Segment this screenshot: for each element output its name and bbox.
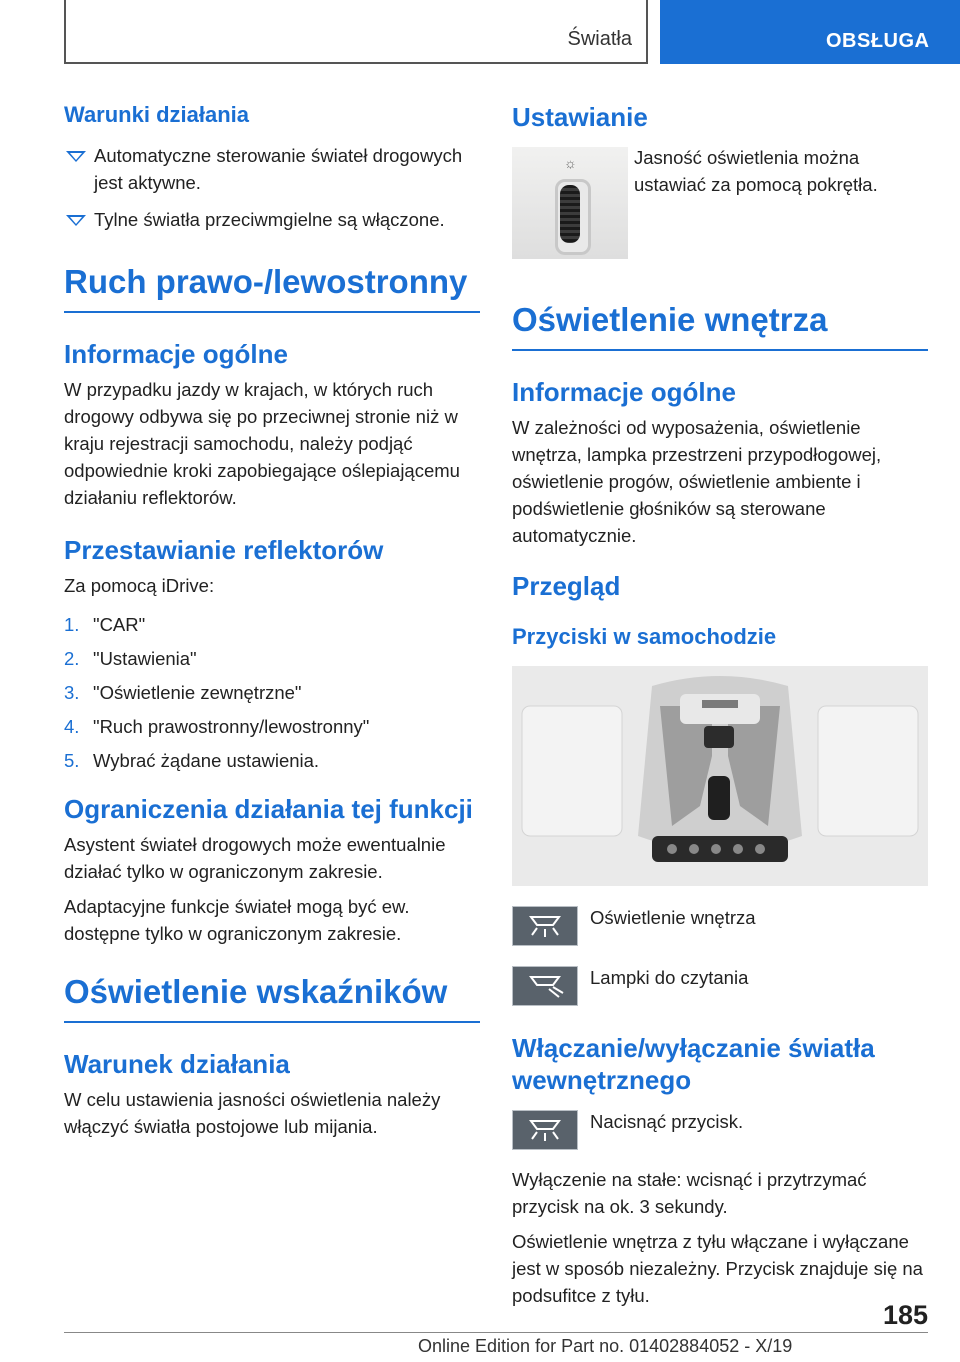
adjust-headlights-heading: Przestawianie reflektorów [64, 535, 384, 565]
bullet-triangle-icon [66, 215, 86, 226]
setting-row [512, 147, 928, 259]
footer-divider [64, 1332, 928, 1333]
buttons-heading: Przyciski w samochodzie [512, 624, 777, 649]
conditions-heading: Warunki działania [64, 102, 250, 127]
interior-light-icon [512, 906, 578, 946]
limits-heading: Ograniczenia działania tej funkcji [64, 794, 473, 824]
interior-light-button-icon [512, 1110, 578, 1150]
condition-text: W celu ustawienia jasności oświetlenia należy włączyć światła postojowe lub mijania. [64, 1089, 441, 1137]
roof-console-photo [512, 666, 928, 886]
adjust-intro: Za pomocą iDrive: [64, 575, 215, 596]
switch-heading: Włączanie/wyłączanie światła wewnętrznego [512, 1033, 875, 1095]
roof-console-illustration [512, 666, 928, 886]
thumbwheel [560, 185, 580, 243]
header-section-box [64, 0, 648, 64]
general-info-text: W przypadku jazdy w krajach, w których ruch drogowy odbywa się po przeciwnej stronie niż w kraju rejestracji samochodu, należy podjąć odpowiednie kroki zapobiegające oślepiającemu działaniu reflektorów. [64, 379, 460, 508]
setting-heading: Ustawianie [512, 102, 648, 132]
limits-text-1: Asystent świateł drogowych może ewentualnie działać tylko w ograniczonym zakresie. [64, 834, 446, 882]
overview-heading: Przegląd [512, 571, 621, 601]
chapter-tab: OBSŁUGA [660, 0, 960, 64]
step-item: 4. "Ruch prawostronny/lewostronny" [64, 716, 370, 737]
brightness-dial-image [512, 147, 628, 259]
right-column [512, 98, 928, 1317]
interior-lighting-heading: Oświetlenie wnętrza [512, 301, 928, 351]
step-item: 5. Wybrać żądane ustawienia. [64, 750, 320, 771]
section-title: Światła [567, 28, 632, 50]
interior-general-text: W zależności od wyposażenia, oświetlenie wnętrza, lampka przestrzeni przypodłogowej, oświetlenie progów, oświetlenie ambiente i podświetlenie głośników są sterowane automatycznie. [512, 417, 882, 546]
indicator-lighting-heading: Oświetlenie wskaźników [64, 973, 480, 1023]
conditions-list [64, 142, 480, 233]
interior-general-heading: Informacje ogólne [512, 377, 736, 407]
brightness-icon: ☼ [564, 155, 577, 171]
switch-icon-label: Nacisnąć przycisk. [590, 1111, 744, 1132]
list-item: Tylne światła przeciwmgielne są włączone. [64, 206, 480, 233]
list-item: Automatyczne sterowanie świateł drogowych jest aktywne. [64, 142, 480, 196]
switch-text-1: Wyłączenie na stałe: wcisnąć i przytrzymać przycisk na ok. 3 sekundy. [512, 1169, 867, 1217]
reading-light-icon [512, 966, 578, 1006]
bullet-triangle-icon [66, 151, 86, 162]
condition-heading: Warunek działania [64, 1049, 290, 1079]
interior-light-row [512, 906, 928, 946]
step-item: 1. "CAR" [64, 614, 146, 635]
page-number: 185 [882, 1300, 928, 1330]
step-item: 3. "Oświetlenie zewnętrzne" [64, 682, 302, 703]
switch-text-2: Oświetlenie wnętrza z tyłu włączane i wyłączane jest w sposób niezależny. Przycisk znajduje się na podsufitce z tyłu. [512, 1231, 923, 1306]
general-info-heading: Informacje ogólne [64, 339, 288, 369]
limits-text-2: Adaptacyjne funkcje świateł mogą być ew. dostępne tylko w ograniczonym zakresie. [64, 896, 410, 944]
edition-footer: Online Edition for Part no. 01402884052 - X/19 [418, 1336, 793, 1356]
reading-light-row [512, 966, 928, 1006]
interior-light-label: Oświetlenie wnętrza [590, 907, 756, 928]
traffic-heading: Ruch prawo-/lewostronny [64, 263, 480, 313]
switch-icon-row [512, 1110, 928, 1150]
left-column [64, 98, 480, 1148]
adjust-steps-list [64, 611, 480, 774]
setting-text: Jasność oświetlenia można ustawiać za pomocą pokrętła. [634, 147, 878, 195]
reading-light-label: Lampki do czytania [590, 967, 749, 988]
step-item: 2. "Ustawienia" [64, 648, 197, 669]
